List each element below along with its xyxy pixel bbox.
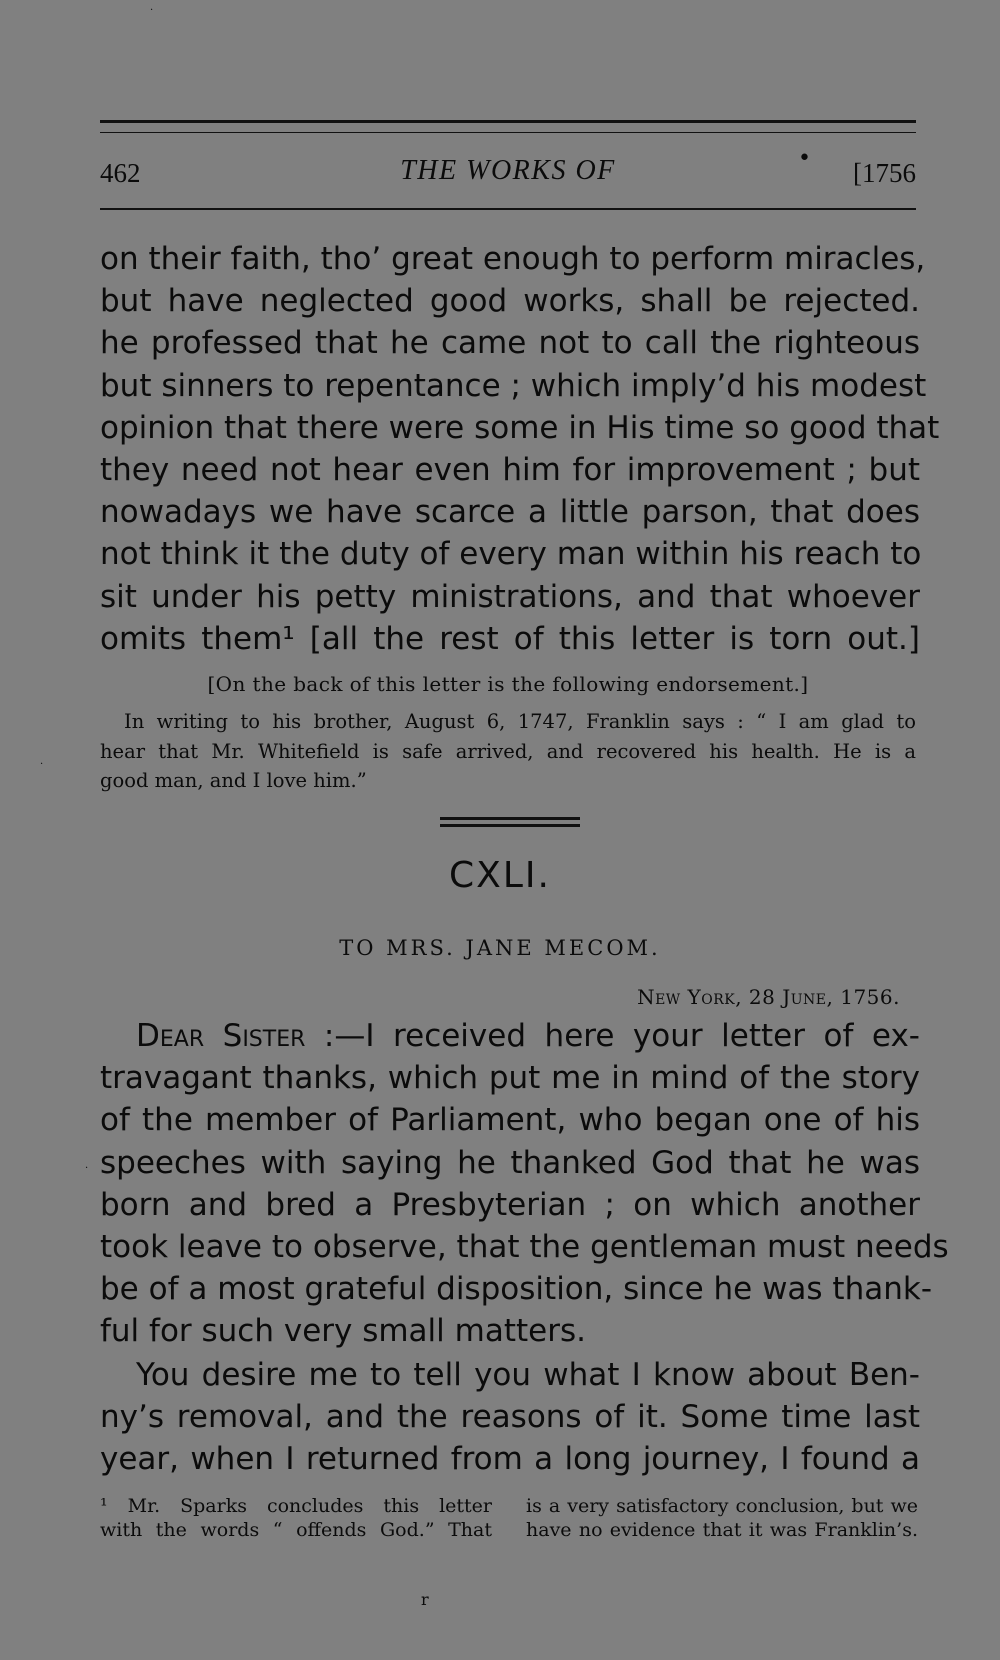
text-line: travagant thanks, which put me in mind of the story: [100, 1060, 920, 1097]
text-line: opinion that there were some in His time so good that: [100, 409, 940, 446]
footnote-right-column: [526, 1494, 918, 1542]
header-rule-bottom: [100, 208, 916, 210]
footnote-left-column: [100, 1494, 492, 1542]
text-line: be of a most grateful disposition, since he was thank-: [100, 1271, 933, 1308]
text-line: You desire me to tell you what I know about Ben-: [136, 1357, 920, 1393]
footnote-line: is a very satisfactory conclusion, but we: [526, 1495, 918, 1517]
text-line: on their faith, tho’ great enough to perform miracles,: [100, 241, 926, 277]
signature-mark: r: [421, 1590, 429, 1609]
text-line: but have neglected good works, shall be rejected.: [100, 283, 920, 320]
page-number: 462: [100, 158, 141, 188]
text-line: but sinners to repentance ; which imply’d his modest: [100, 367, 927, 404]
note-line: good man, and I love him.”: [100, 769, 367, 792]
header-rule-thin: [100, 132, 916, 133]
text-line: took leave to observe, that the gentleman must needs: [100, 1228, 949, 1265]
letter-paragraph-2: [100, 1354, 920, 1481]
text-line: speeches with saying he thanked God that he was: [100, 1144, 920, 1181]
editor-note: [100, 707, 916, 796]
endorsement-note: [On the back of this letter is the following endorsement.]: [207, 672, 809, 696]
running-header: [100, 146, 916, 192]
section-divider-top: [440, 817, 580, 820]
text-line: ful for such very small matters.: [100, 1313, 586, 1350]
text-line: they need not hear even him for improvement ; but: [100, 451, 920, 488]
body-text-top: [100, 238, 940, 660]
text-line: year, when I returned from a long journey, I found a: [100, 1441, 920, 1478]
salutation: Dear Sister :: [136, 1018, 335, 1054]
header-year: [1756: [853, 158, 916, 188]
text-line: sit under his petty ministrations, and that whoever: [100, 578, 920, 615]
text-line: not think it the duty of every man within his reach to: [100, 536, 922, 573]
running-head-title: THE WORKS OF: [400, 155, 616, 186]
header-rule-thick: [100, 120, 916, 123]
note-line: In writing to his brother, August 6, 1747, Franklin says : “ I am glad to: [124, 710, 916, 733]
text-line: nowadays we have scarce a little parson, that does: [100, 494, 920, 531]
speck: .: [85, 1160, 89, 1171]
chapter-number: CXLI.: [449, 855, 551, 896]
letter-dateline: New York, 28 June, 1756.: [637, 985, 900, 1009]
letter-addressee: TO MRS. JANE MECOM.: [339, 936, 661, 960]
text-line: ny’s removal, and the reasons of it. Some time last: [100, 1399, 920, 1436]
letter-paragraph-1: [100, 1015, 949, 1353]
section-divider-bottom: [440, 824, 580, 827]
footnote-line: have no evidence that it was Franklin’s.: [526, 1519, 918, 1541]
header-mark: •: [798, 146, 811, 171]
speck: .: [150, 2, 154, 13]
speck: .: [40, 756, 44, 767]
text-line: [100, 1015, 920, 1057]
footnote-line: with the words “ offends God.” That: [100, 1519, 492, 1541]
footnote-line: ¹ Mr. Sparks concludes this letter: [100, 1495, 492, 1517]
text-line: omits them¹ [all the rest of this letter is torn out.]: [100, 620, 920, 657]
text-span: —I received here your letter of ex-: [334, 1018, 920, 1054]
text-line: of the member of Parliament, who began one of his: [100, 1102, 920, 1139]
note-line: hear that Mr. Whitefield is safe arrived, and recovered his health. He is a: [100, 739, 916, 763]
text-line: born and bred a Presbyterian ; on which another: [100, 1186, 920, 1223]
text-line: he professed that he came not to call the righteous: [100, 325, 920, 362]
